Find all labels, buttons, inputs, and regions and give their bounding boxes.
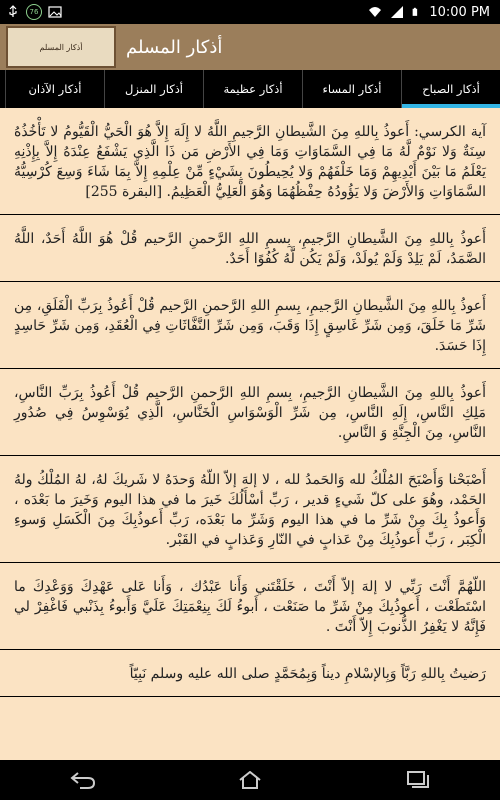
tab-label: أذكار عظيمة — [223, 82, 283, 96]
tab-label: أذكار الصباح — [422, 82, 480, 96]
tab-label: أذكار الآذان — [28, 82, 82, 96]
status-left — [0, 4, 62, 20]
tab-label: أذكار المنزل — [124, 82, 184, 96]
list-item[interactable]: رَضيتُ بِاللهِ رَبَّاً وَبِالإسْلامِ ديناً وَبِمُحَمَّدٍ صلى الله عليه وسلم نَبِيّاً — [0, 650, 500, 697]
battery-badge-value: 76 — [29, 8, 39, 16]
tab-evening-adhkar[interactable] — [302, 70, 401, 108]
tab-adhan-adhkar[interactable] — [5, 70, 104, 108]
list-item[interactable]: اللّهُمَّ أَنْتَ رَبِّي لا إلهَ إلاّ أَنْتَ ، خَلَقْتَني وَأَنا عَبْدُك ، وَأَنا عَلى عَهْدِكَ وَوَعْدِكَ ما اسْتَطَعْت ، أَعوذُبِكَ مِنْ شَرِّ ما صَنَعْت ، أَبوءُ لَكَ بِنِعْمَتِكَ عَلَيَّ وَأَبوءُ بِذَنْبي فَاغْفِرْ لي فَإِنَّهُ لا يَغْفِرُ الذُّنوبَ إِلاّ أَنْتَ . — [0, 563, 500, 650]
home-button[interactable] — [228, 765, 272, 795]
signal-icon — [390, 5, 404, 19]
home-icon — [237, 771, 263, 789]
tab-label: أذكار المساء — [322, 82, 382, 96]
tab-home-adhkar[interactable] — [104, 70, 203, 108]
app-logo[interactable] — [6, 26, 116, 68]
status-bar — [0, 0, 500, 24]
list-item[interactable]: أَصْبَحْنا وَأَصْبَحَ المُلْكُ لله وَالحَمدُ لله ، لا إلهَ إلاّ اللّهُ وَحدَهُ لا شَريكَ لهُ، لهُ المُلْكُ ولهُ الحَمْد، وهُوَ على كلّ شَيءٍ قدير ، رَبِّ أسْأَلُكَ خَيرَ ما في هذا اليوم وَخَيرَ ما بَعْدَه ، وَأَعوذُ بِكَ مِنْ شَرِّ ما في هذا اليوم وَشَرِّ ما بَعْدَه، رَبِّ أَعوذُبِكَ مِنَ الْكَسَلِ وَسوءِ الْكِبَر ، رَبِّ أَعوذُبِكَ مِنْ عَذابٍ في النّارِ وَعَذابٍ في القَبْر. — [0, 456, 500, 563]
tab-great-adhkar[interactable] — [203, 70, 302, 108]
action-bar — [0, 24, 500, 70]
status-time: 10:00 PM — [429, 4, 490, 20]
list-item[interactable]: آية الكرسي: أَعوذُ بِاللهِ مِنَ الشَّيطانِ الرَّجيمِ اللَّهُ لا إِلَهَ إِلاَّ هُوَ الْحَيُّ الْقَيُّومُ لا تَأْخُذُهُ سِنَةٌ وَلا نَوْمٌ لَّهُ مَا فِي السَّمَاوَاتِ وَمَا فِي الأَرْضِ مَن ذَا الَّذِي يَشْفَعُ عِنْدَهُ إِلاَّ بِإِذْنِهِ يَعْلَمُ مَا بَيْنَ أَيْدِيهِمْ وَمَا خَلْفَهُمْ وَلا يُحِيطُونَ بِشَيْءٍ مِّنْ عِلْمِهِ إِلاَّ بِمَا شَاءَ وَسِعَ كُرْسِيُّهُ السَّمَاوَاتِ وَالأَرْضَ وَلا يَؤُودُهُ حِفْظُهُمَا وَهُوَ الْعَلِيُّ الْعَظِيمُ. [البقرة 255] — [0, 108, 500, 215]
app-title: أذكار المسلم — [126, 36, 223, 58]
usb-icon — [6, 5, 20, 19]
recent-apps-icon — [404, 771, 430, 789]
tab-strip — [0, 70, 500, 108]
battery-icon — [412, 5, 421, 19]
back-icon — [70, 771, 96, 789]
image-notification-icon — [48, 5, 62, 19]
battery-badge-icon — [26, 4, 42, 20]
back-button[interactable] — [61, 765, 105, 795]
tab-mosque-adhkar[interactable] — [0, 70, 5, 108]
status-right — [368, 5, 500, 20]
list-item[interactable]: أَعوذُ بِاللهِ مِنَ الشَّيطانِ الرَّجيمِ، بِسمِ اللهِ الرَّحمنِ الرَّحيم قُلْ أَعُوذُ بِرَبِّ النَّاسِ، مَلِكِ النَّاسِ، إِلَهِ النَّاسِ، مِن شَرِّ الْوَسْوَاسِ الْخَنَّاسِ، الَّذِي يُوَسْوِسُ فِي صُدُورِ النَّاسِ، مِنَ الْجِنَّةِ وَ النَّاسِ. — [0, 369, 500, 456]
wifi-icon — [368, 5, 382, 19]
app-logo-text: أذكار المسلم — [39, 42, 83, 52]
list-item[interactable]: أَعوذُ بِاللهِ مِنَ الشَّيطانِ الرَّجيمِ، بِسمِ اللهِ الرَّحمنِ الرَّحيم قُلْ أَعُوذُ بِرَبِّ الْفَلَقِ، مِن شَرِّ مَا خَلَقَ، وَمِن شَرِّ غَاسِقٍ إِذَا وَقَبَ، وَمِن شَرِّ النَّفَّاثَاتِ فِي الْعُقَدِ، وَمِن شَرِّ حَاسِدٍ إِذَا حَسَدَ. — [0, 282, 500, 369]
navigation-bar — [0, 760, 500, 800]
adhkar-list[interactable] — [0, 108, 500, 760]
recent-apps-button[interactable] — [395, 765, 439, 795]
list-item[interactable]: أَعوذُ بِاللهِ مِنَ الشَّيطانِ الرَّجيمِ، بِسمِ اللهِ الرَّحمنِ الرَّحيم قُلْ هُوَ اللَّهُ أَحَدٌ، اللَّهُ الصَّمَدُ، لَمْ يَلِدْ وَلَمْ يُولَدْ، وَلَمْ يَكُن لَّهُ كُفُوًا أَحَدٌ. — [0, 215, 500, 282]
tab-morning-adhkar[interactable] — [401, 70, 500, 108]
